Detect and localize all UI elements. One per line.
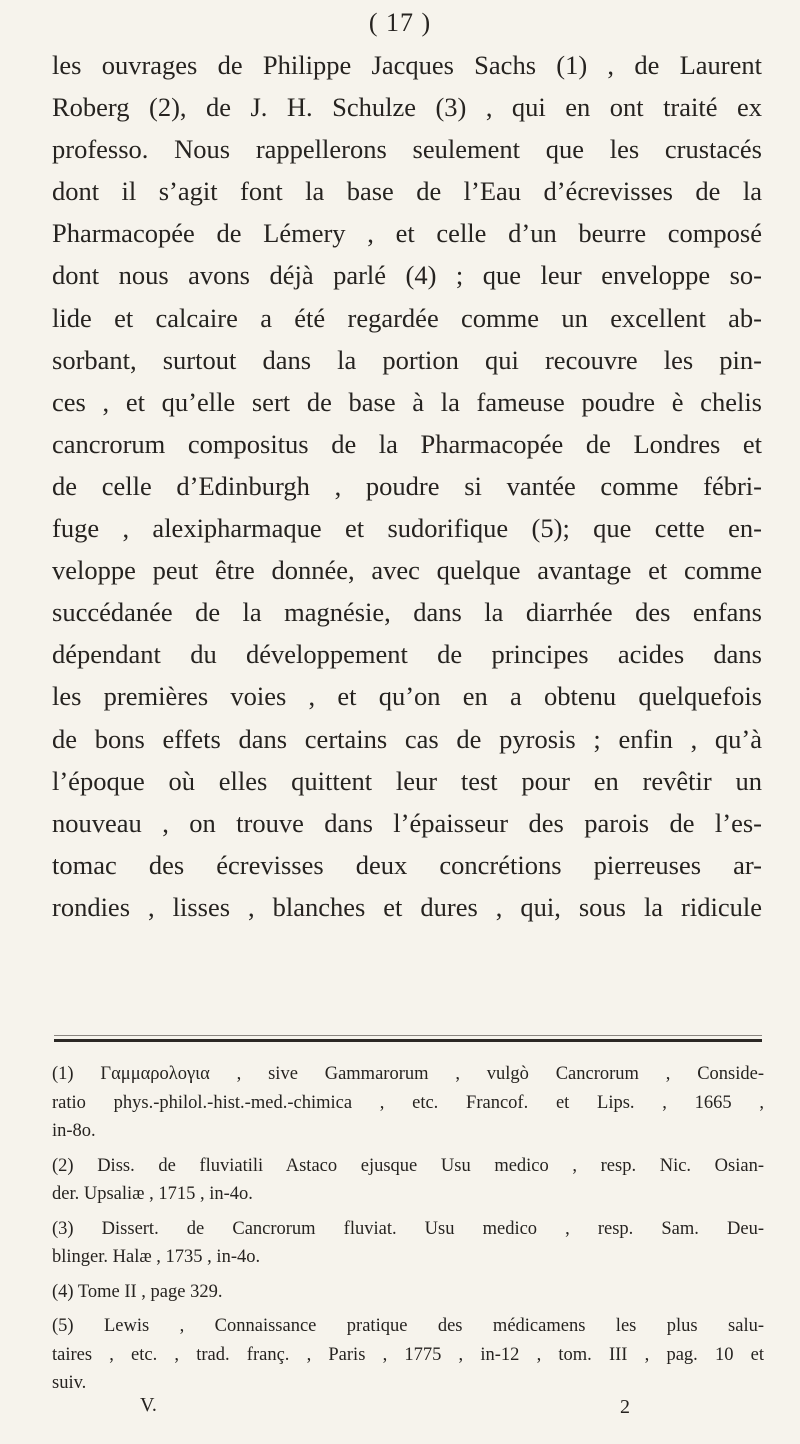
- text-line: veloppe peut être donnée, avec quelque avantage et comme: [52, 555, 762, 586]
- footnote-line: (3) Dissert. de Cancrorum fluviat. Usu medico , resp. Sam. Deu-: [52, 1218, 764, 1239]
- footnote-line: (5) Lewis , Connaissance pratique des médicamens les plus salu-: [52, 1316, 764, 1336]
- text-line: fuge , alexipharmaque et sudorifique (5); que cette en-: [52, 513, 762, 544]
- text-line: dont nous avons déjà parlé (4) ; que leur enveloppe so-: [52, 260, 762, 291]
- text-line: sorbant, surtout dans la portion qui recouvre les pin-: [52, 344, 762, 375]
- text-line: de bons effets dans certains cas de pyrosis ; enfin , qu’à: [52, 723, 762, 754]
- leaf-number: 2: [620, 1396, 630, 1418]
- footnote-line: der. Upsaliæ , 1715 , in-4o.: [52, 1184, 253, 1204]
- footnote-line: suiv.: [52, 1373, 87, 1393]
- text-line: les ouvrages de Philippe Jacques Sachs (1) , de Laurent: [52, 50, 762, 80]
- text-line: cancrorum compositus de la Pharmacopée de Londres et: [52, 428, 762, 459]
- signature-mark: V.: [140, 1394, 157, 1416]
- footnote-rule: [54, 1039, 762, 1042]
- footnote-rule-thin: [54, 1035, 762, 1036]
- footnote-line: in-8o.: [52, 1121, 96, 1141]
- footnote-line: taires , etc. , trad. franç. , Paris , 1775 , in-12 , tom. III , pag. 10 et: [52, 1344, 764, 1365]
- text-line: rondies , lisses , blanches et dures , qui, sous la ridicule: [52, 891, 762, 922]
- footnote-line: (4) Tome II , page 329.: [52, 1281, 223, 1302]
- text-line: ces , et qu’elle sert de base à la fameuse poudre è chelis: [52, 386, 762, 417]
- text-line: lide et calcaire a été regardée comme un excellent ab-: [52, 302, 762, 333]
- text-line: dépendant du développement de principes acides dans: [52, 639, 762, 670]
- text-line: Roberg (2), de J. H. Schulze (3) , qui en ont traité ex: [52, 92, 762, 123]
- text-line: professo. Nous rappellerons seulement que les crustacés: [52, 134, 762, 165]
- text-line: de celle d’Edinburgh , poudre si vantée comme fébri-: [52, 470, 762, 501]
- body-text: [52, 44, 762, 928]
- text-line: les premières voies , et qu’on en a obtenu quelquefois: [52, 681, 762, 712]
- footnote-line: (2) Diss. de fluviatili Astaco ejusque Usu medico , resp. Nic. Osian-: [52, 1155, 764, 1176]
- text-line: tomac des écrevisses deux concrétions pierreuses ar-: [52, 849, 762, 880]
- text-line: nouveau , on trouve dans l’épaisseur des parois de l’es-: [52, 807, 762, 838]
- text-line: l’époque où elles quittent leur test pour en revêtir un: [52, 765, 762, 796]
- page-number: ( 17 ): [368, 8, 432, 37]
- footnote-line: blinger. Halæ , 1735 , in-4o.: [52, 1247, 261, 1267]
- footnote-line: ratio phys.-philol.-hist.-med.-chimica , etc. Francof. et Lips. , 1665 ,: [52, 1092, 764, 1113]
- text-line: Pharmacopée de Lémery , et celle d’un beurre composé: [52, 218, 762, 249]
- footnote-line: (1) Γαμμαρολογια , sive Gammarorum , vulgò Cancrorum , Conside-: [52, 1064, 764, 1084]
- text-line: dont il s’agit font la base de l’Eau d’écrevisses de la: [52, 176, 762, 207]
- footnotes: [52, 1060, 764, 1398]
- text-line: succédanée de la magnésie, dans la diarrhée des enfans: [52, 597, 762, 628]
